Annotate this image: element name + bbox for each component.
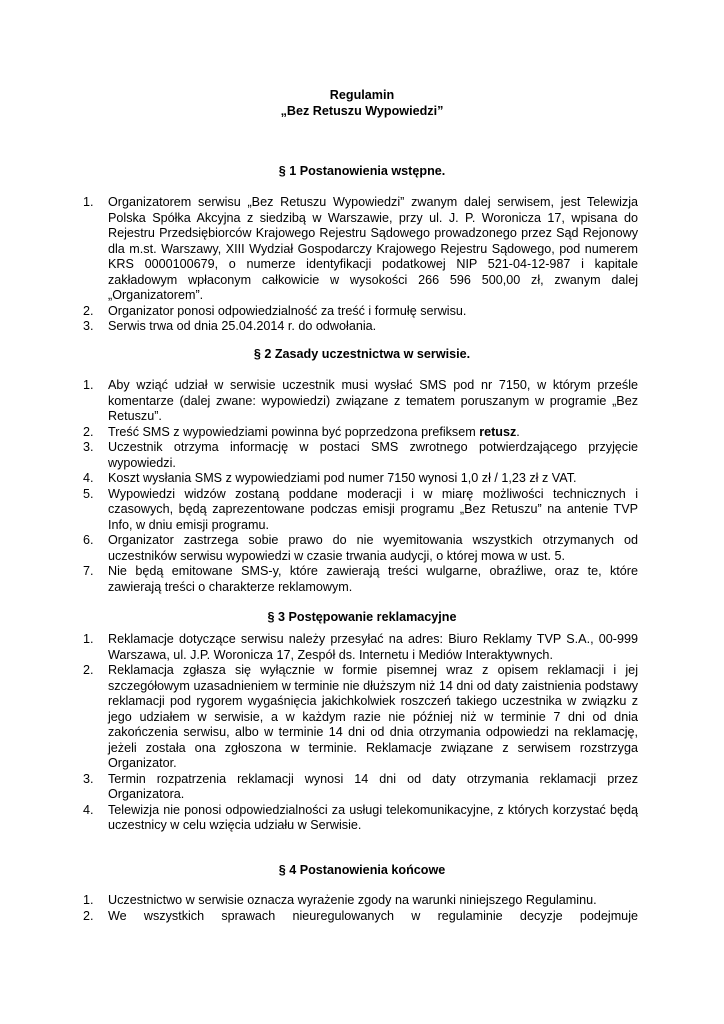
list-item: 5. Wypowiedzi widzów zostaną poddane moderacji i w miarę możliwości technicznych i czasowych, będą zaprezentowane podczas emisji programu „Bez Retuszu” na antenie TVP Info, w dniu emisji programu. xyxy=(83,486,638,532)
section-3-heading: § 3 Postępowanie reklamacyjne xyxy=(267,610,457,624)
list-item: 1. Organizatorem serwisu „Bez Retuszu Wypowiedzi” zwanym dalej serwisem, jest Telewizja Polska Spółka Akcyjna z siedzibą w Warszawie, przy ul. J. P. Woronicza 17, wpisana do Rejestru Przedsiębiorców Krajowego Rejestru Sądowego prowadzonego przez Sąd Rejonowy dla m.st. Warszawy, XIII Wydział Gospodarczy Krajowego Rejestru Sądowego, pod numerem KRS 0000100679, o numerze identyfikacji podatkowej NIP 521-04-12-987 i kapitale zakładowym wpłaconym całkowicie w wysokości 266 596 500,00 zł, zwanym dalej „Organizatorem”. xyxy=(83,195,638,302)
list-item: 4. Koszt wysłania SMS z wypowiedziami pod numer 7150 wynosi 1,0 zł / 1,23 zł z VAT. xyxy=(83,471,577,485)
section-1-list xyxy=(83,195,638,335)
list-item: 1. Aby wziąć udział w serwisie uczestnik musi wysłać SMS pod nr 7150, w którym prześle komentarze (dalej zwane: wypowiedzi) związane z tematem poruszanym w programie „Bez Retuszu”. xyxy=(83,378,638,423)
document-title: Regulamin xyxy=(329,88,395,102)
list-item: 7. Nie będą emitowane SMS-y, które zawierają treści wulgarne, obraźliwe, oraz te, które zawierają treści o charakterze reklamowym. xyxy=(83,564,638,594)
list-item: 1. Uczestnictwo w serwisie oznacza wyrażenie zgody na warunki niniejszego Regulaminu. xyxy=(83,893,597,907)
section-4-list xyxy=(83,893,638,924)
list-item: 3. Serwis trwa od dnia 25.04.2014 r. do odwołania. xyxy=(83,319,377,333)
list-item: 2. Treść SMS z wypowiedziami powinna być poprzedzona prefiksem retusz. xyxy=(83,424,520,439)
section-3-list xyxy=(83,632,638,834)
document-subtitle: „Bez Retuszu Wypowiedzi” xyxy=(280,104,444,118)
list-item: 2. We wszystkich sprawach nieuregulowanych w regulaminie decyzje podejmuje xyxy=(83,908,638,923)
list-item: 1. Reklamacje dotyczące serwisu należy przesyłać na adres: Biuro Reklamy TVP S.A., 00-999 Warszawa, ul. J.P. Woronicza 17, Zespół ds. Internetu i Mediów Interaktywnych. xyxy=(83,632,638,662)
list-item: 4. Telewizja nie ponosi odpowiedzialności za usługi telekomunikacyjne, z których korzystać będą uczestnicy w celu wzięcia udziału w Serwisie. xyxy=(83,802,638,832)
section-2-heading: § 2 Zasady uczestnictwa w serwisie. xyxy=(253,347,471,361)
list-item: 2. Organizator ponosi odpowiedzialność za treść i formułę serwisu. xyxy=(83,303,467,318)
prefix-keyword: retusz xyxy=(479,424,517,439)
list-item: 6. Organizator zastrzega sobie prawo do nie wyemitowania wszystkich otrzymanych od uczestników serwisu wypowiedzi w czasie trwania audycji, o której mowa w ust. 5. xyxy=(83,533,638,563)
section-1-heading: § 1 Postanowienia wstępne. xyxy=(278,164,446,178)
list-item: 2. Reklamacja zgłasza się wyłącznie w formie pisemnej wraz z opisem reklamacji i jej szczegółowym uzasadnieniem w terminie nie dłuższym niż 14 dni od daty zaistnienia podstawy reklamacji pod rygorem wygaśnięcia jakichkolwiek roszczeń takiego uczestnika w związku z jego udziałem w serwisie, a w każdym razie nie później niż w terminie 7 dni od dnia zakończenia serwisu, albo w terminie 14 dni od dnia otrzymania odpowiedzi na reklamację, jeżeli została ona zgłoszona w terminie. Reklamacje związane z serwisem rozstrzyga Organizator. xyxy=(83,663,638,770)
section-4-heading: § 4 Postanowienia końcowe xyxy=(278,863,446,877)
section-2-list xyxy=(83,378,638,595)
list-item: 3. Termin rozpatrzenia reklamacji wynosi 14 dni od daty otrzymania reklamacji przez Organizatora. xyxy=(83,771,638,801)
list-item: 3. Uczestnik otrzyma informację w postaci SMS zwrotnego potwierdzającego przyjęcie wypowiedzi. xyxy=(83,440,638,470)
